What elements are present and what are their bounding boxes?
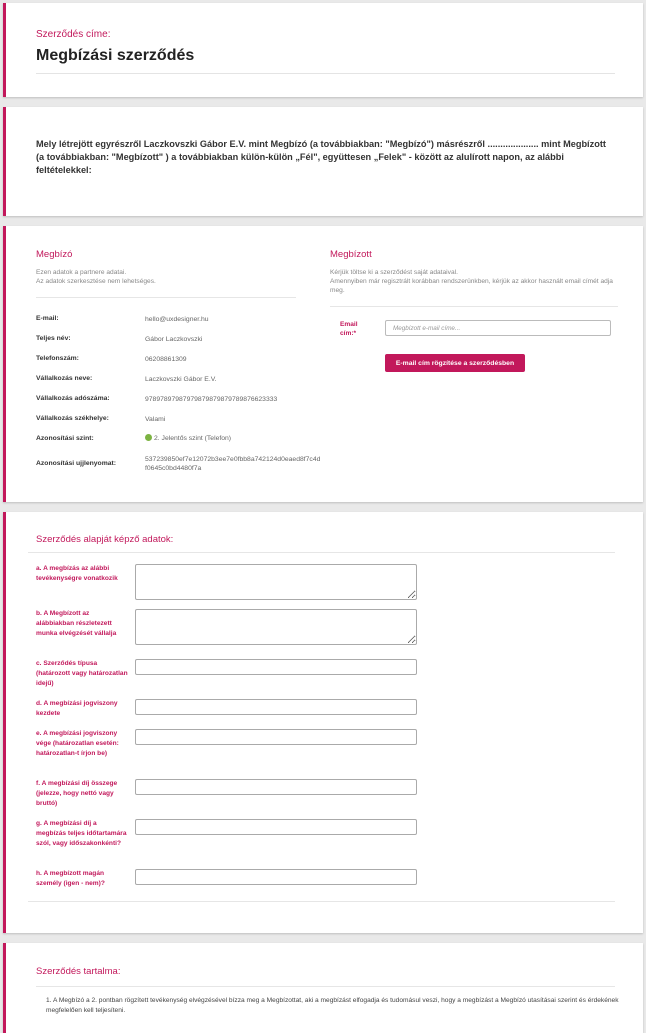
field-f-label: f. A megbízási díj összege (jelezze, hogy nettó vagy bruttó) (36, 780, 118, 807)
contract-title-card (3, 3, 643, 97)
verified-level-icon (145, 434, 152, 441)
divider (28, 901, 615, 902)
field-e-input[interactable] (135, 729, 417, 745)
principal-fingerprint-label: Azonosítási ujjlenyomat: (36, 460, 117, 467)
contract-content-card (3, 943, 643, 1033)
field-h-input[interactable] (135, 869, 417, 885)
principal-note: Ezen adatok a partnere adatai. Az adatok szerkesztése nem lehetséges. (36, 269, 156, 285)
principal-fingerprint-value: 537239850ef7e12072b3ee7e0fbb8a742124d0eaed8f7c4df0645c0bd4480f7a (145, 456, 321, 472)
field-a-label: a. A megbízás az alábbi tevékenységre vonatkozik (36, 565, 118, 582)
principal-taxnumber-value: 97897897987979879879879789876623333 (145, 396, 278, 403)
field-a-textarea[interactable] (135, 564, 417, 600)
contract-title-label: Szerződés címe: (36, 29, 111, 40)
principal-taxnumber-label: Vállalkozás adószáma: (36, 395, 110, 402)
contract-data-title: Szerződés alapját képző adatok: (36, 534, 174, 545)
contract-data-card (3, 512, 643, 933)
contract-clause: 1. A Megbízó a 2. pontban rögzített tevékenység elvégzésével bízza meg a Megbízottat, aki a megbízást elfogadja és tudomásul veszi, hogy a megbízást a Megbízó utasításai szerint és érdekének megfelelően kell teljesíteni. (46, 997, 619, 1014)
principal-email-value: hello@uxdesigner.hu (145, 316, 209, 323)
field-b-label: b. A Megbízott az alábbiakban részletezett munka elvégzését vállalja (36, 610, 117, 637)
field-g-input[interactable] (135, 819, 417, 835)
record-email-button[interactable]: E-mail cím rögzítése a szerződésben (385, 354, 525, 372)
agent-note: Kérjük töltse ki a szerződést saját adataival. Amennyiben már regisztrált korábban rendszerünkben, kérjük az akkor használt email címét adja meg. (330, 269, 613, 294)
principal-name-label: Teljes név: (36, 335, 71, 342)
divider (330, 306, 618, 307)
field-d-label: d. A megbízási jogviszony kezdete (36, 700, 118, 717)
agent-title: Megbízott (330, 249, 372, 260)
field-c-input[interactable] (135, 659, 417, 675)
contract-intro-text: Mely létrejött egyrészről Laczkovszki Gábor E.V. mint Megbízó (a továbbiakban: "Megbízó") másrészről .................... mint Megbízott (a továbbiakban: "Megbízott" ) a továbbiakban külön-külön „Fél", együttesen „Felek" - között az alulírott napon, az alábbi feltételekkel: (36, 139, 606, 175)
agent-email-input[interactable] (385, 320, 611, 336)
agent-email-label: Email cím:* (340, 321, 358, 337)
principal-name-value: Gábor Laczkovszki (145, 336, 203, 343)
field-c-label: c. Szerződés típusa (határozott vagy határozatlan idejű) (36, 660, 128, 687)
field-f-input[interactable] (135, 779, 417, 795)
parties-card (3, 226, 643, 502)
field-b-textarea[interactable] (135, 609, 417, 645)
principal-seat-label: Vállalkozás székhelye: (36, 415, 109, 422)
principal-title: Megbízó (36, 249, 73, 260)
contract-title: Megbízási szerződés (36, 47, 195, 64)
divider (36, 297, 296, 298)
field-g-label: g. A megbízási díj a megbízás teljes időtartamára szól, vagy időszakonkénti? (36, 820, 127, 847)
field-d-input[interactable] (135, 699, 417, 715)
divider (36, 73, 615, 74)
divider (28, 552, 615, 553)
principal-company-value: Laczkovszki Gábor E.V. (145, 376, 217, 383)
field-e-label: e. A megbízási jogviszony vége (határozatlan esetén: határozatlan-t írjon be) (36, 730, 119, 757)
principal-idlevel-text: 2. Jelentős szint (Telefon) (154, 435, 232, 442)
field-h-label: h. A megbízott magán személy (igen - nem)? (36, 870, 105, 887)
principal-company-label: Vállalkozás neve: (36, 375, 93, 382)
contract-intro-card (3, 107, 643, 216)
contract-content-title: Szerződés tartalma: (36, 966, 121, 977)
principal-email-label: E-mail: (36, 315, 59, 322)
principal-phone-label: Telefonszám: (36, 355, 79, 362)
principal-phone-value: 06208861309 (145, 356, 187, 363)
principal-seat-value: Valami (145, 416, 166, 423)
principal-idlevel-value (145, 434, 231, 443)
principal-idlevel-label: Azonosítási szint: (36, 435, 94, 442)
divider (36, 986, 615, 987)
